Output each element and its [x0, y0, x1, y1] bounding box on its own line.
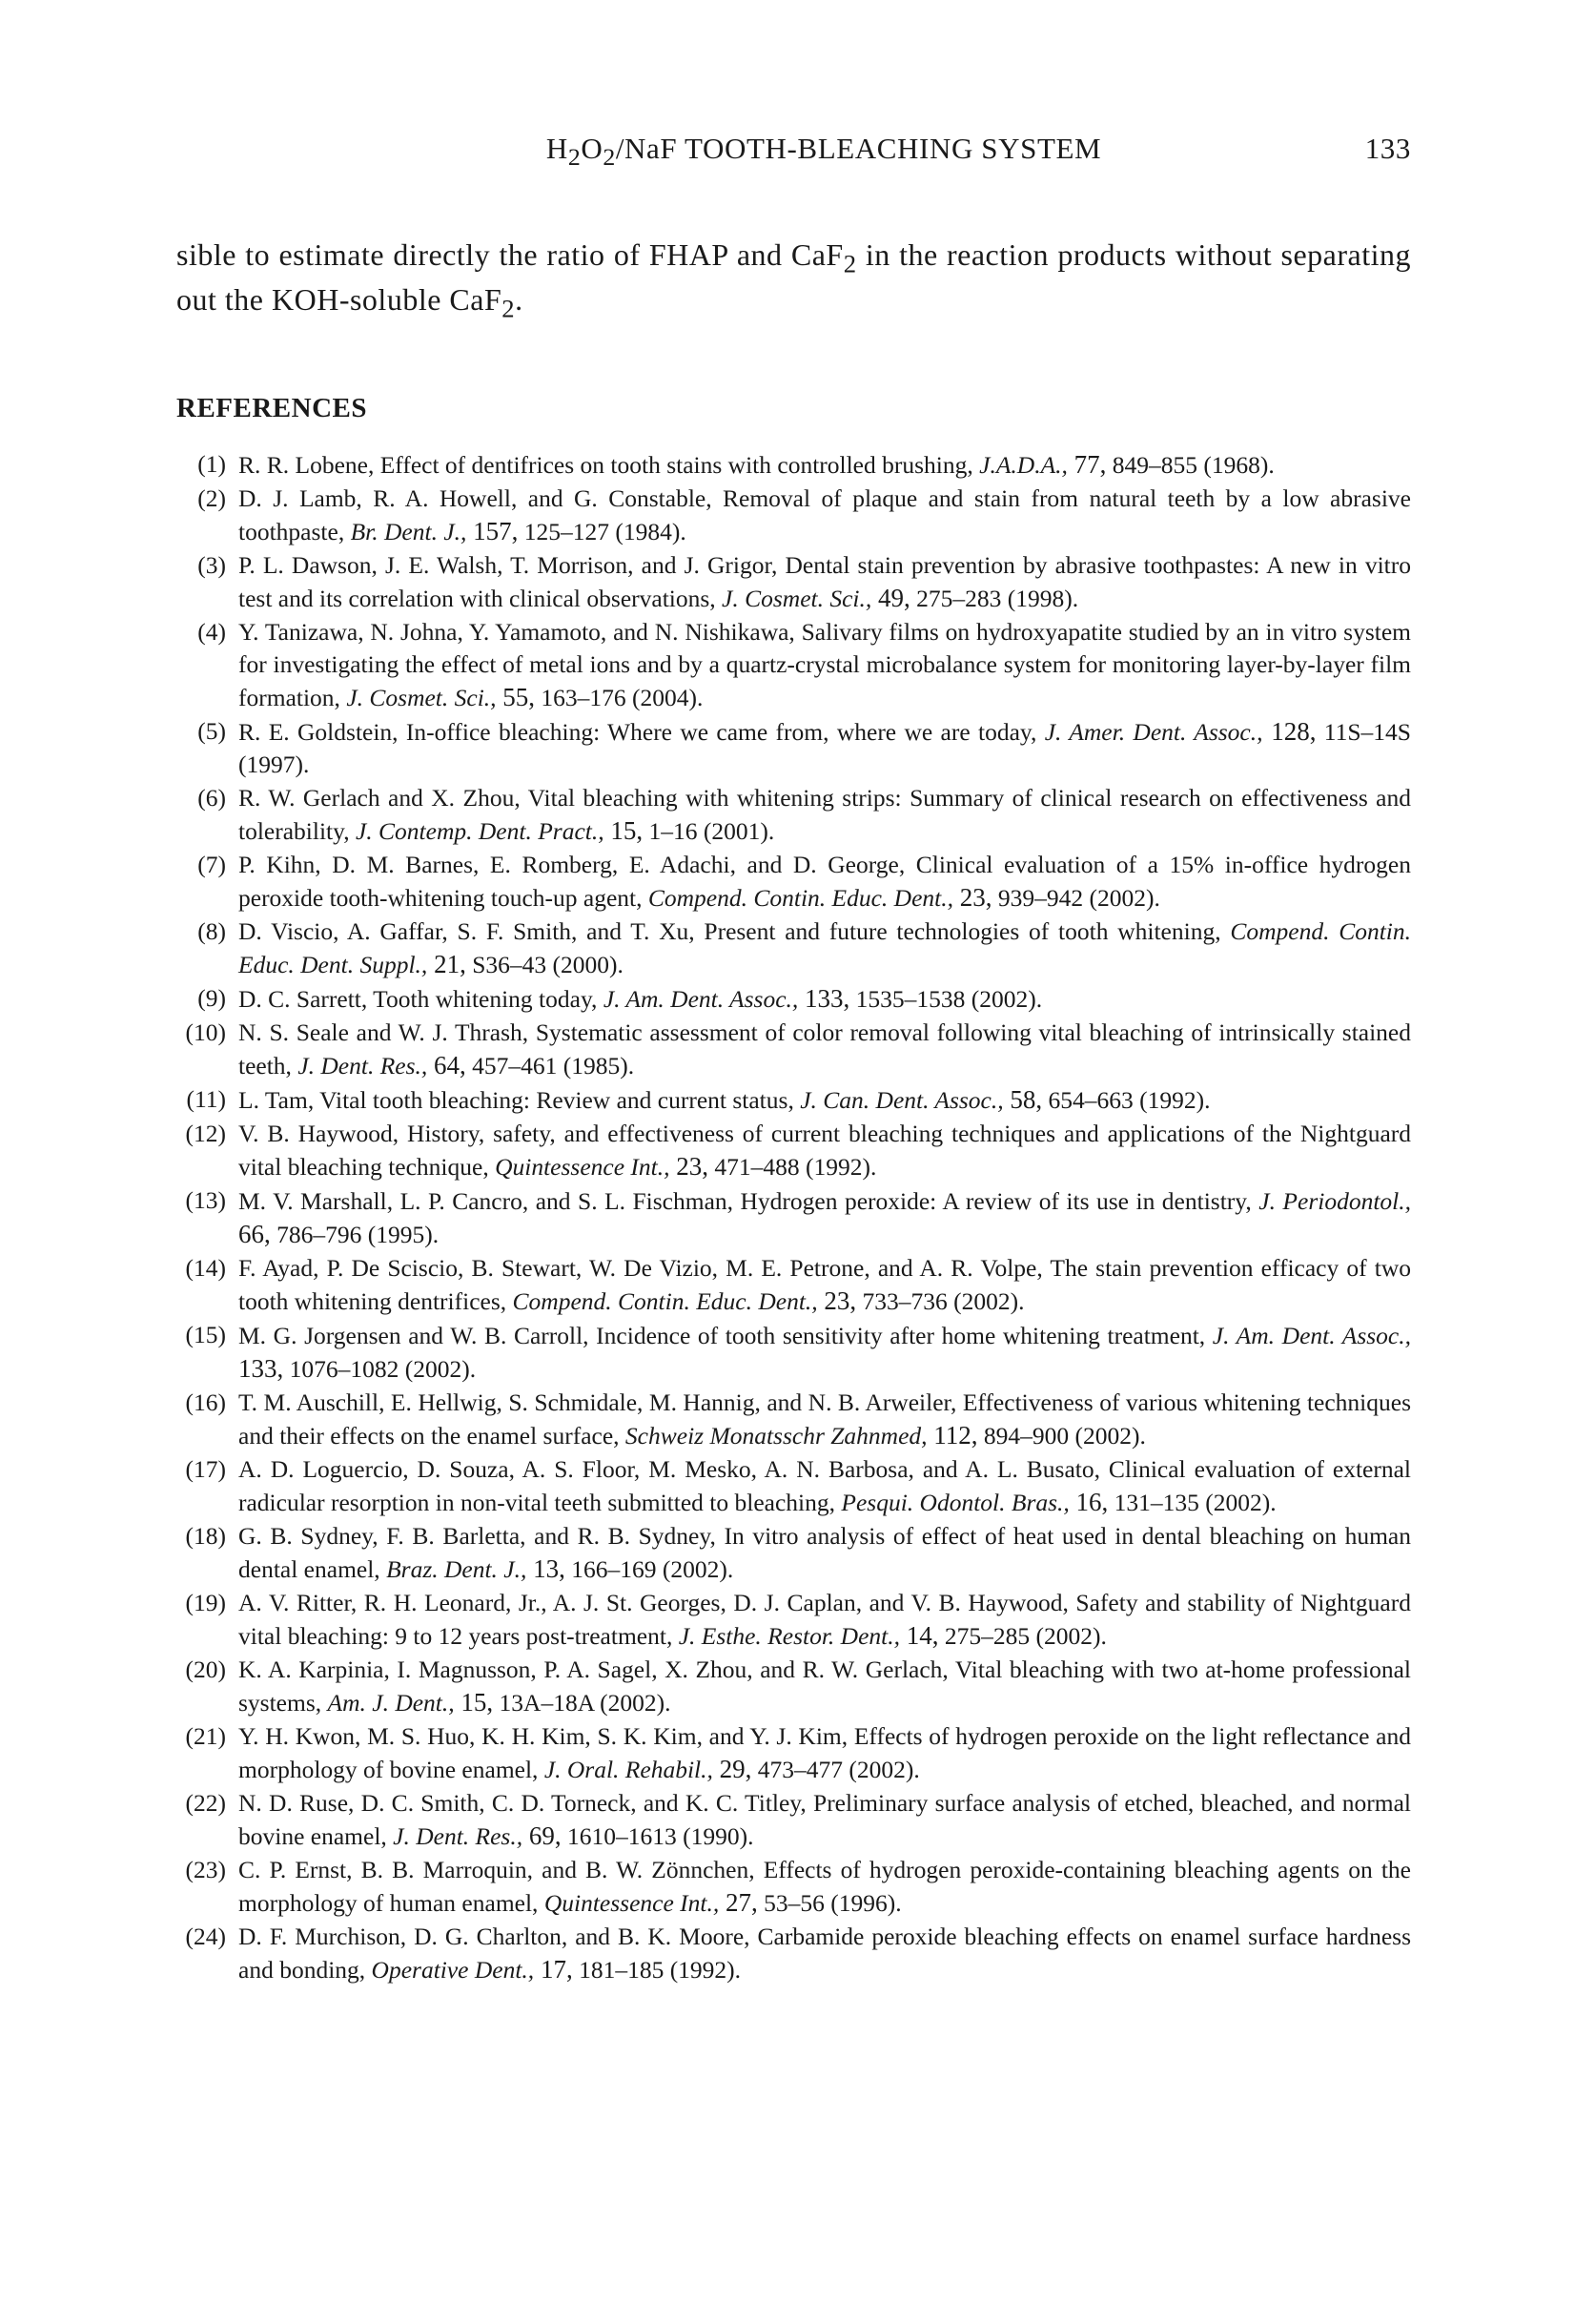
reference-citation: M. G. Jorgensen and W. B. Carroll, Incidence of tooth sensitivity after home whitening treatment, [238, 1322, 1213, 1349]
reference-text [238, 448, 1411, 482]
reference-item [176, 616, 1411, 714]
intro-text-1: sible to estimate directly the ratio of FHAP and CaF [176, 237, 844, 272]
reference-pages-year: 181–185 (1992). [572, 1956, 742, 1984]
reference-journal: J.A.D.A., [979, 451, 1068, 479]
reference-text [238, 483, 1411, 548]
reference-text [238, 1587, 1411, 1653]
reference-volume: 29, [712, 1755, 752, 1783]
reference-number: (18) [185, 1522, 226, 1550]
reference-text [238, 1252, 1411, 1318]
reference-journal: Br. Dent. J., [350, 518, 467, 545]
reference-journal: Quintessence Int., [543, 1889, 720, 1917]
reference-number: (6) [197, 784, 226, 812]
reference-text [238, 1387, 1411, 1452]
reference-pages-year: 125–127 (1984). [518, 518, 686, 545]
reference-citation: Y. H. Kwon, M. S. Huo, K. H. Kim, S. K. Kim, and Y. J. Kim, Effects of hydrogen peroxide on the light reflectance and morphology of bovine enamel, [238, 1722, 1411, 1783]
reference-number: (11) [186, 1085, 226, 1113]
reference-number: (23) [185, 1856, 226, 1883]
reference-journal: J. Contemp. Dent. Pract., [355, 817, 604, 845]
reference-pages-year: 11S–14S (1997). [238, 718, 1411, 778]
reference-journal: J. Dent. Res., [297, 1052, 428, 1080]
reference-item [176, 1453, 1411, 1519]
reference-number: (13) [185, 1186, 226, 1214]
reference-pages-year: 786–796 (1995). [270, 1221, 440, 1248]
reference-pages-year: 1–16 (2001). [643, 817, 775, 845]
reference-text [238, 982, 1411, 1016]
reference-pages-year: 471–488 (1992). [707, 1153, 877, 1181]
reference-text [238, 849, 1411, 915]
title-rest: /NaF TOOTH-BLEACHING SYSTEM [615, 132, 1102, 165]
reference-citation: A. V. Ritter, R. H. Leonard, Jr., A. J. St. Georges, D. J. Caplan, and V. B. Haywood, Safety and stability of Nightguard vital bleaching: 9 to 12 years post-treatment, [238, 1589, 1411, 1650]
reference-citation: M. V. Marshall, L. P. Cancro, and S. L. Fischman, Hydrogen peroxide: A review of its use in dentistry, [238, 1187, 1259, 1215]
reference-journal: Pesqui. Odontol. Bras., [841, 1489, 1070, 1516]
reference-volume: 49, [871, 584, 910, 612]
reference-citation: N. S. Seale and W. J. Thrash, Systematic assessment of color removal following vital bleaching of intrinsically stained teeth, [238, 1018, 1411, 1080]
reference-number: (7) [197, 851, 226, 878]
reference-text [238, 616, 1411, 714]
reference-pages-year: 733–736 (2002). [856, 1287, 1025, 1315]
reference-item [176, 483, 1411, 548]
reference-volume: 77, [1067, 450, 1107, 479]
reference-journal: Operative Dent., [371, 1956, 535, 1984]
reference-pages-year: 1610–1613 (1990). [561, 1822, 754, 1850]
reference-item [176, 1017, 1411, 1082]
reference-pages-year: 275–283 (1998). [910, 585, 1079, 612]
reference-volume: 15, [454, 1688, 494, 1717]
intro-subscript-2: 2 [501, 294, 516, 323]
intro-text-3: . [515, 282, 523, 318]
reference-text [238, 1921, 1411, 1986]
reference-text [238, 715, 1411, 781]
reference-journal: J. Am. Dent. Assoc., [1212, 1322, 1411, 1349]
reference-item [176, 1720, 1411, 1786]
reference-item [176, 448, 1411, 482]
reference-pages-year: S36–43 (2000). [465, 951, 624, 978]
reference-citation: R. E. Goldstein, In-office bleaching: Where we came from, where we are today, [238, 718, 1045, 746]
title-subscript-1: 2 [567, 143, 582, 172]
reference-journal: J. Can. Dent. Assoc., [800, 1086, 1004, 1114]
reference-text [238, 1118, 1411, 1183]
references-list [176, 448, 1411, 1987]
reference-pages-year: 473–477 (2002). [751, 1756, 920, 1783]
reference-citation: A. D. Loguercio, D. Souza, A. S. Floor, M. Mesko, A. N. Barbosa, and A. L. Busato, Clinical evaluation of external radicular resorption in non-vital teeth submitted to bleaching, [238, 1455, 1411, 1516]
reference-citation: C. P. Ernst, B. B. Marroquin, and B. W. Zönnchen, Effects of hydrogen peroxide-containing bleaching agents on the morphology of human enamel, [238, 1856, 1411, 1917]
reference-item [176, 982, 1411, 1016]
reference-number: (22) [185, 1789, 226, 1817]
reference-item [176, 1083, 1411, 1117]
reference-number: (3) [197, 551, 226, 579]
reference-journal: Compend. Contin. Educ. Dent., [512, 1287, 818, 1315]
reference-citation: V. B. Haywood, History, safety, and effectiveness of current bleaching techniques and applications of the Nightguard vital bleaching technique, [238, 1120, 1411, 1181]
reference-citation: D. C. Sarrett, Tooth whitening today, [238, 985, 603, 1013]
reference-journal: Braz. Dent. J., [386, 1555, 527, 1583]
reference-item [176, 915, 1411, 981]
reference-volume: 112, [927, 1421, 978, 1450]
reference-item [176, 849, 1411, 915]
reference-journal: Am. J. Dent., [327, 1689, 455, 1717]
running-title [236, 132, 1411, 172]
reference-journal: Compend. Contin. Educ. Dent. Suppl., [238, 917, 1411, 978]
reference-journal: J. Amer. Dent. Assoc., [1044, 718, 1263, 746]
reference-volume: 69, [522, 1821, 562, 1850]
reference-volume: 21, [427, 950, 466, 978]
page-number: 133 [1364, 132, 1411, 165]
reference-item [176, 1118, 1411, 1183]
reference-pages-year: 939–942 (2002). [992, 884, 1160, 912]
reference-number: (19) [185, 1589, 226, 1616]
reference-number: (8) [197, 917, 226, 945]
reference-item [176, 1387, 1411, 1452]
reference-journal: J. Cosmet. Sci., [722, 585, 872, 612]
reference-volume: 13, [526, 1554, 565, 1583]
reference-item [176, 1252, 1411, 1318]
reference-volume: 128, [1262, 717, 1317, 746]
reference-volume: 58, [1003, 1085, 1043, 1114]
reference-citation: Y. Tanizawa, N. Johna, Y. Yamamoto, and N. Nishikawa, Salivary films on hydroxyapatite studied by an in vitro system for investigating the effect of metal ions and by a quartz-crystal microbalance system for monitoring layer-by-layer film formation, [238, 618, 1411, 711]
reference-item [176, 1587, 1411, 1653]
reference-pages-year: 457–461 (1985). [465, 1052, 635, 1080]
reference-item [176, 1787, 1411, 1853]
reference-pages-year: 131–135 (2002). [1108, 1489, 1277, 1516]
reference-text [238, 1854, 1411, 1920]
reference-pages-year: 13A–18A (2002). [493, 1689, 671, 1717]
reference-text [238, 1720, 1411, 1786]
reference-item [176, 782, 1411, 848]
reference-journal: J. Dent. Res., [393, 1822, 523, 1850]
reference-number: (2) [197, 484, 226, 512]
reference-text [238, 1017, 1411, 1082]
reference-journal: J. Periodontol., [1258, 1187, 1411, 1215]
reference-item [176, 715, 1411, 781]
reference-text [238, 915, 1411, 981]
reference-number: (20) [185, 1656, 226, 1683]
reference-journal: J. Am. Dent. Assoc., [603, 985, 799, 1013]
reference-pages-year: 894–900 (2002). [977, 1422, 1146, 1450]
reference-journal: Schweiz Monatsschr Zahnmed, [624, 1422, 928, 1450]
reference-text [238, 1083, 1411, 1117]
reference-item [176, 1319, 1411, 1386]
reference-number: (10) [185, 1018, 226, 1046]
intro-subscript-1: 2 [843, 249, 857, 278]
reference-item [176, 1921, 1411, 1986]
reference-journal: Quintessence Int., [495, 1153, 670, 1181]
reference-citation: P. Kihn, D. M. Barnes, E. Romberg, E. Adachi, and D. George, Clinical evaluation of a 15% in-office hydrogen peroxide tooth-whitening touch-up agent, [238, 851, 1411, 912]
reference-number: (4) [197, 618, 226, 646]
reference-number: (16) [185, 1388, 226, 1416]
reference-citation: F. Ayad, P. De Sciscio, B. Stewart, W. De Vizio, M. E. Petrone, and A. R. Volpe, The stain prevention efficacy of two tooth whitening dentrifices, [238, 1254, 1411, 1315]
reference-volume: 23, [953, 883, 992, 912]
reference-text [238, 1654, 1411, 1719]
references-heading: REFERENCES [176, 393, 367, 423]
reference-citation: K. A. Karpinia, I. Magnusson, P. A. Sagel, X. Zhou, and R. W. Gerlach, Vital bleaching with two at-home professional systems, [238, 1656, 1411, 1717]
reference-citation: R. W. Gerlach and X. Zhou, Vital bleaching with whitening strips: Summary of clinical research on effectiveness and tolerability, [238, 784, 1411, 845]
title-subscript-2: 2 [603, 143, 616, 172]
reference-number: (17) [185, 1455, 226, 1483]
reference-journal: J. Oral. Rehabil., [543, 1756, 713, 1783]
reference-volume: 15, [603, 816, 644, 845]
reference-citation: D. F. Murchison, D. G. Charlton, and B. K. Moore, Carbamide peroxide bleaching effects on enamel surface hardness and bonding, [238, 1923, 1411, 1984]
reference-pages-year: 654–663 (1992). [1042, 1086, 1211, 1114]
reference-pages-year: 53–56 (1996). [757, 1889, 902, 1917]
reference-text [238, 549, 1411, 615]
reference-item [176, 1184, 1411, 1251]
reference-text [238, 1319, 1411, 1386]
reference-citation: P. L. Dawson, J. E. Walsh, T. Morrison, and J. Grigor, Dental stain prevention by abrasive toothpastes: A new in vitro test and its correlation with clinical observations, [238, 551, 1411, 612]
reference-citation: D. J. Lamb, R. A. Howell, and G. Constable, Removal of plaque and stain from natural teeth by a low abrasive toothpaste, [238, 484, 1411, 545]
reference-volume: 27, [719, 1888, 758, 1917]
intro-paragraph [176, 237, 1411, 327]
reference-text [238, 1453, 1411, 1519]
reference-number: (15) [185, 1321, 226, 1348]
intro-text-2: in the reaction products without separating out the KOH-soluble CaF [176, 237, 1412, 318]
reference-citation: G. B. Sydney, F. B. Barletta, and R. B. Sydney, In vitro analysis of effect of heat used in dental bleaching on human dental enamel, [238, 1522, 1411, 1583]
reference-pages-year: 163–176 (2004). [535, 684, 704, 711]
reference-citation: R. R. Lobene, Effect of dentifrices on tooth stains with controlled brushing, [238, 451, 980, 479]
reference-item [176, 1520, 1411, 1586]
reference-number: (14) [185, 1254, 226, 1282]
title-h: H [545, 132, 568, 165]
reference-volume: 133, [238, 1354, 284, 1383]
reference-item [176, 549, 1411, 615]
reference-number: (1) [197, 450, 226, 478]
reference-number: (9) [197, 984, 226, 1012]
reference-pages-year: 849–855 (1968). [1106, 451, 1275, 479]
reference-volume: 23, [669, 1152, 708, 1181]
reference-citation: L. Tam, Vital tooth bleaching: Review and current status, [238, 1086, 801, 1114]
reference-volume: 14, [900, 1621, 939, 1650]
reference-number: (21) [185, 1722, 226, 1750]
reference-volume: 23, [817, 1286, 857, 1315]
reference-volume: 157, [466, 517, 519, 545]
reference-pages-year: 1076–1082 (2002). [283, 1355, 477, 1383]
reference-journal: J. Esthe. Restor. Dent., [678, 1622, 900, 1650]
reference-pages-year: 1535–1538 (2002). [849, 985, 1043, 1013]
reference-volume: 55, [496, 683, 536, 711]
reference-volume: 17, [534, 1955, 573, 1984]
reference-volume: 64, [427, 1051, 466, 1080]
reference-text [238, 1787, 1411, 1853]
reference-number: (24) [185, 1923, 226, 1950]
reference-item [176, 1654, 1411, 1719]
reference-item [176, 1854, 1411, 1920]
reference-citation: T. M. Auschill, E. Hellwig, S. Schmidale, M. Hannig, and N. B. Arweiler, Effectiveness of various whitening techniques and their effects on the enamel surface, [238, 1388, 1411, 1450]
title-o: O [581, 132, 603, 165]
reference-journal: J. Cosmet. Sci., [346, 684, 497, 711]
reference-number: (12) [185, 1120, 226, 1147]
reference-volume: 16, [1069, 1488, 1109, 1516]
reference-volume: 133, [798, 984, 850, 1013]
reference-text [238, 1184, 1411, 1251]
reference-journal: Compend. Contin. Educ. Dent., [647, 884, 953, 912]
reference-text [238, 1520, 1411, 1586]
reference-pages-year: 275–285 (2002). [938, 1622, 1107, 1650]
reference-text [238, 782, 1411, 848]
reference-volume: 66, [238, 1220, 271, 1248]
reference-pages-year: 166–169 (2002). [564, 1555, 734, 1583]
reference-citation: D. Viscio, A. Gaffar, S. F. Smith, and T. Xu, Present and future technologies of tooth whitening, [238, 917, 1231, 945]
reference-number: (5) [197, 717, 226, 745]
reference-citation: N. D. Ruse, D. C. Smith, C. D. Torneck, and K. C. Titley, Preliminary surface analysis of etched, bleached, and normal bovine enamel, [238, 1789, 1411, 1850]
